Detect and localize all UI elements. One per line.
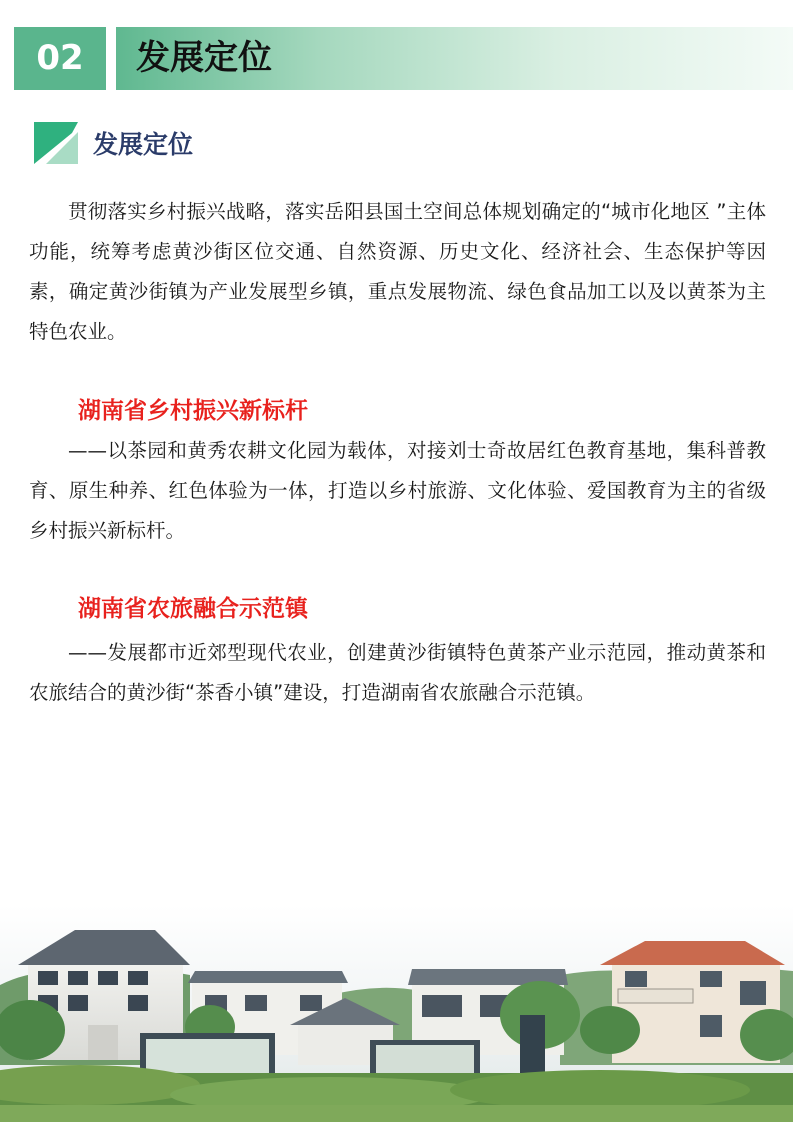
chapter-number: 02 bbox=[14, 27, 106, 90]
intro-paragraph: 贯彻落实乡村振兴战略，落实岳阳县国土空间总体规划确定的“城市化地区 ”主体功能，统筹考虑黄沙街区位交通、自然资源、历史文化、经济社会、生态保护等因素，确定黄沙街镇为产业发展型乡镇，重点发展物流、绿色食品加工以及以黄茶为主特色农业。 bbox=[29, 200, 766, 343]
chapter-title: 发展定位 bbox=[136, 38, 272, 78]
position-text-2: ——发展都市近郊型现代农业，创建黄沙街镇特色黄茶产业示范园，推动黄茶和农旅结合的黄沙街“茶香小镇”建设，打造湖南省农旅融合示范镇。 bbox=[29, 641, 766, 704]
position-title-1: 湖南省乡村振兴新标杆 bbox=[78, 398, 308, 424]
section-heading: 发展定位 bbox=[93, 130, 194, 159]
village-photo bbox=[0, 905, 793, 1122]
position-title-2: 湖南省农旅融合示范镇 bbox=[78, 596, 308, 622]
chapter-title-band bbox=[116, 27, 793, 90]
position-text-1: ——以茶园和黄秀农耕文化园为载体，对接刘士奇故居红色教育基地，集科普教育、原生种养、红色体验为一体，打造以乡村旅游、文化体验、爱国教育为主的省级乡村振兴新标杆。 bbox=[29, 439, 766, 542]
section-marker-icon bbox=[34, 122, 78, 164]
